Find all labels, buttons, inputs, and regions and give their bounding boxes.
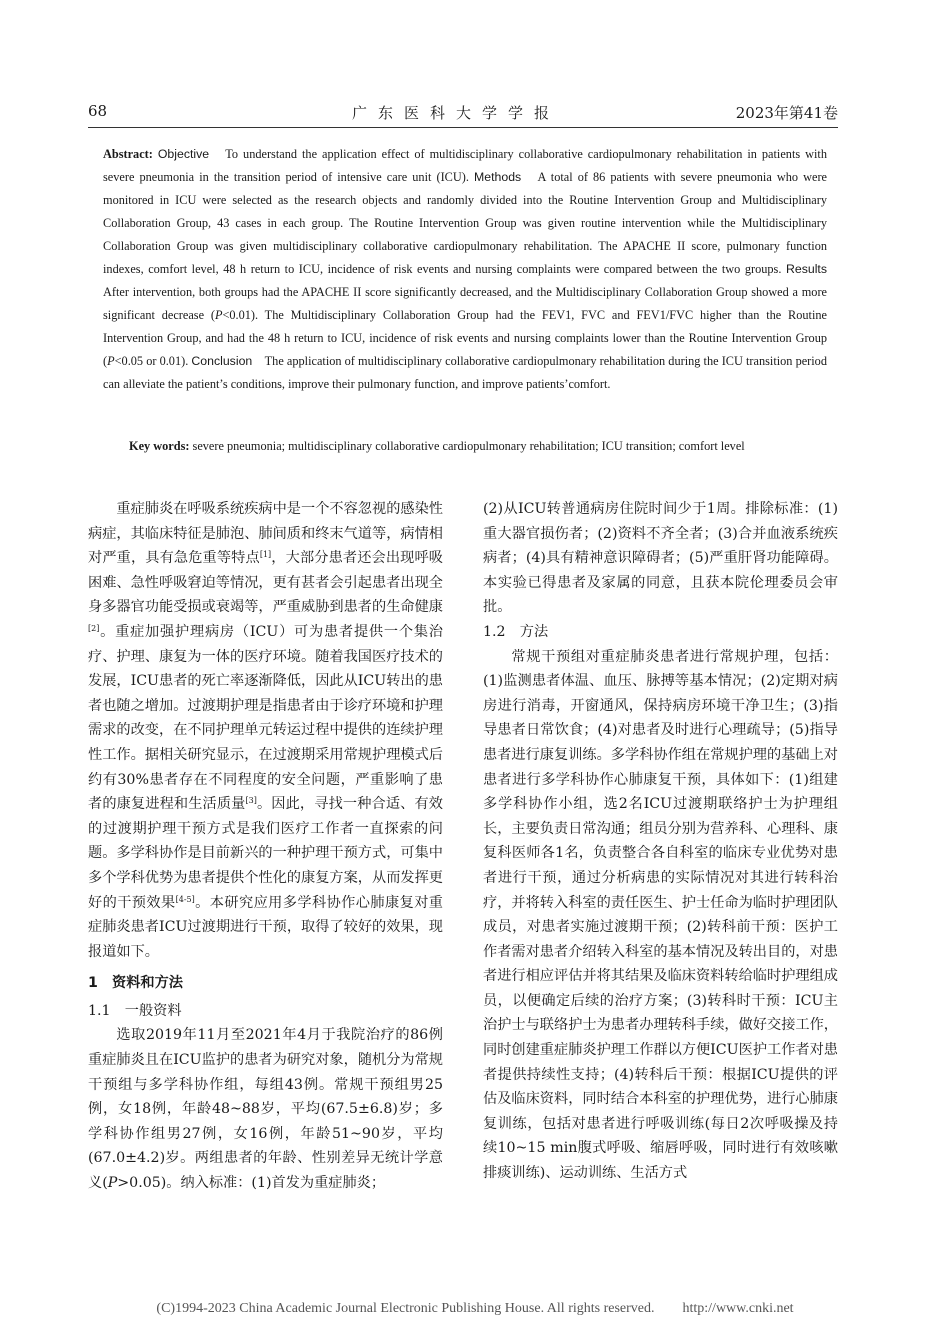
keywords-text: severe pneumonia; multidisciplinary collaborative cardiopulmonary rehabilitation; ICU transition; comfort level [192,439,745,453]
p-symbol: P [214,308,223,322]
keywords [129,439,745,454]
citation: [4-5] [175,894,195,904]
header-rule [88,127,838,128]
objective-label: Objective [157,147,210,161]
results-label: Results [785,262,827,276]
year-volume: 2023年第41卷 [735,104,838,122]
right-column [483,497,838,1186]
methods-paragraph: 常规干预组对重症肺炎患者进行常规护理，包括：(1)监测患者体温、血压、脉搏等基本情况；(2)定期对病房进行消毒，开窗通风，保持病房环境干净卫生；(3)指导患者日常饮食；(4)对患者及时进行心理疏导；(5)指导患者进行康复训练。多学科协作组在常规护理的基础上对患者进行多学科协作心肺康复干预，具体如下：(1)组建多学科协作小组，选2名ICU过渡期联络护士为护理组长，主要负责日常沟通；组员分别为营养科、心理科、康复科医师各1名，负责整合各自科室的临床专业优势对患者进行干预，通过分析病患的实际情况对其进行转科治疗，并将转入科室的责任医生、护士任命为临时护理团队成员，对患者实施过渡期干预；(2)转科前干预：医护工作者需对患者介绍转入科室的基本情况及转出目的，对患者进行相应评估并将其结果及临床资料转给临时护理组成员，以便确定后续的治疗方案；(3)转科时干预：ICU主治护士与联络护士为患者办理转科手续，做好交接工作，同时创建重症肺炎护理工作群以方便ICU医护工作者对患者提供持续性支持；(4)转科后干预：根据ICU提供的评估及临床资料，同时结合本科室的护理优势，进行心肺康复训练，包括对患者进行呼吸训练(每日2次呼吸操及持续10~15 min腹式呼吸、缩唇呼吸，同时进行有效咳嗽排痰训练)、运动训练、生活方式 [483,648,838,1182]
intro-paragraph [88,497,443,964]
subsection-heading-1-1: 1.1 一般资料 [88,1002,182,1019]
intro-text: 。本研究应用多学科协作心肺康复对重症肺炎患者ICU过渡期进行干预，取得了较好的效果，现报道如下。 [88,894,443,960]
body-text: 选取2019年11月至2021年4月于我院治疗的86例重症肺炎且在ICU监护的患者为研究对象，随机分为常规干预组与多学科协作组，每组43例。常规干预组男25例，女18例，年龄48~88岁，平均(67.5±6.8)岁；多学科协作组男27例，女16例，年龄51~90岁，平均(67.0±4.2)岁。两组患者的年龄、性别差异无统计学意义( [88,1027,443,1192]
copyright-footer: (C)1994-2023 China Academic Journal Electronic Publishing House. All rights reserved. http://www.cnki.net [156,1301,794,1316]
p-symbol: P [107,1175,118,1192]
intro-text: 。因此，寻找一种合适、有效的过渡期护理干预方式是我们医疗工作者一直探索的问题。多学科协作是目前新兴的一种护理干预方式，可集中多个学科优势为患者提供个性化的康复方案，从而发挥更好的干预效果 [88,796,443,911]
criteria-paragraph: (2)从ICU转普通病房住院时间少于1周。排除标准：(1)重大器官损伤者；(2)资料不齐全者；(3)合并血液系统疾病者；(4)具有精神意识障碍者；(5)严重肝肾功能障碍。本实验已得患者及家属的同意，且获本院伦理委员会审批。 [483,501,838,616]
left-column [88,497,443,1196]
citation: [3] [245,796,257,806]
methods-text: A total of 86 patients with severe pneumonia who were monitored in ICU were selected as the research objects and randomly divided into the Routine Intervention Group and Multidisciplinary Collaboration Group, 43 cases in each group. The Routine Intervention Group was given routine intervention while the Multidisciplinary Collaboration Group was given multidisciplinary collaborative cardiopulmonary rehabilitation. The APACHE II score, pulmonary function indexes, comfort level, 48 h return to ICU, incidence of risk events and nursing complaints were compared between the two groups. [103,170,827,276]
conclusion-text: The application of multidisciplinary collaborative cardiopulmonary rehabilitation during the ICU transition period can alleviate the patient’s conditions, improve their pulmonary function, and improve patients’comfort. [103,354,827,391]
intro-text: ，大部分患者还会出现呼吸困难、急性呼吸窘迫等情况，更有甚者会引起患者出现全身多器官功能受损或衰竭等，严重威胁到患者的生命健康 [88,550,443,616]
results-text-c: <0.05 or 0.01). [114,354,189,368]
citation: [1] [259,550,272,560]
intro-text: 重症肺炎在呼吸系统疾病中是一个不容忽视的感染性病症，其临床特征是肺泡、肺间质和终末气道等，病情相对严重，具有急危重等特点 [88,501,443,567]
conclusion-label: Conclusion [191,354,253,368]
p-symbol: P [107,354,115,368]
results-text-b: <0.01). The Multidisciplinary Collaboration Group had the FEV1, FVC and FEV1/FVC higher than the Routine Intervention Group, and had the 48 h return to ICU, incidence of risk events and nursing complaints lower than the Routine Intervention Group ( [103,308,827,368]
journal-title: 广东医科大学学报 [352,104,561,122]
abstract-label: Abstract: [103,147,153,161]
objective-text: To understand the application effect of multidisciplinary collaborative cardiopulmonary rehabilitation in patients with severe pneumonia in the transition period of intensive care unit (ICU). [103,147,827,184]
section-heading-1: 1 资料和方法 [88,975,183,992]
general-data-paragraph [88,1023,443,1195]
body-text: >0.05)。纳入标准：(1)首发为重症肺炎； [117,1175,386,1192]
results-text-a: After intervention, both groups had the APACHE II score significantly decreased, and the Multidisciplinary Collaboration Group showed a more significant decrease ( [103,285,827,322]
citation: [2] [88,623,100,633]
abstract [103,143,827,396]
methods-label: Methods [474,170,522,184]
intro-text: 。重症加强护理病房（ICU）可为患者提供一个集治疗、护理、康复为一体的医疗环境。随着我国医疗技术的发展，ICU患者的死亡率逐渐降低，因此从ICU转出的患者也随之增加。过渡期护理是指患者由于诊疗环境和护理需求的改变，在不同护理单元转运过程中提供的连续护理性工作。据相关研究显示，在过渡期采用常规护理模式后约有30%患者存在不同程度的安全问题，严重影响了患者的康复进程和生活质量 [88,623,443,813]
page-number: 68 [88,102,108,120]
keywords-label: Key words: [129,439,190,453]
subsection-heading-1-2: 1.2 方法 [483,623,549,640]
